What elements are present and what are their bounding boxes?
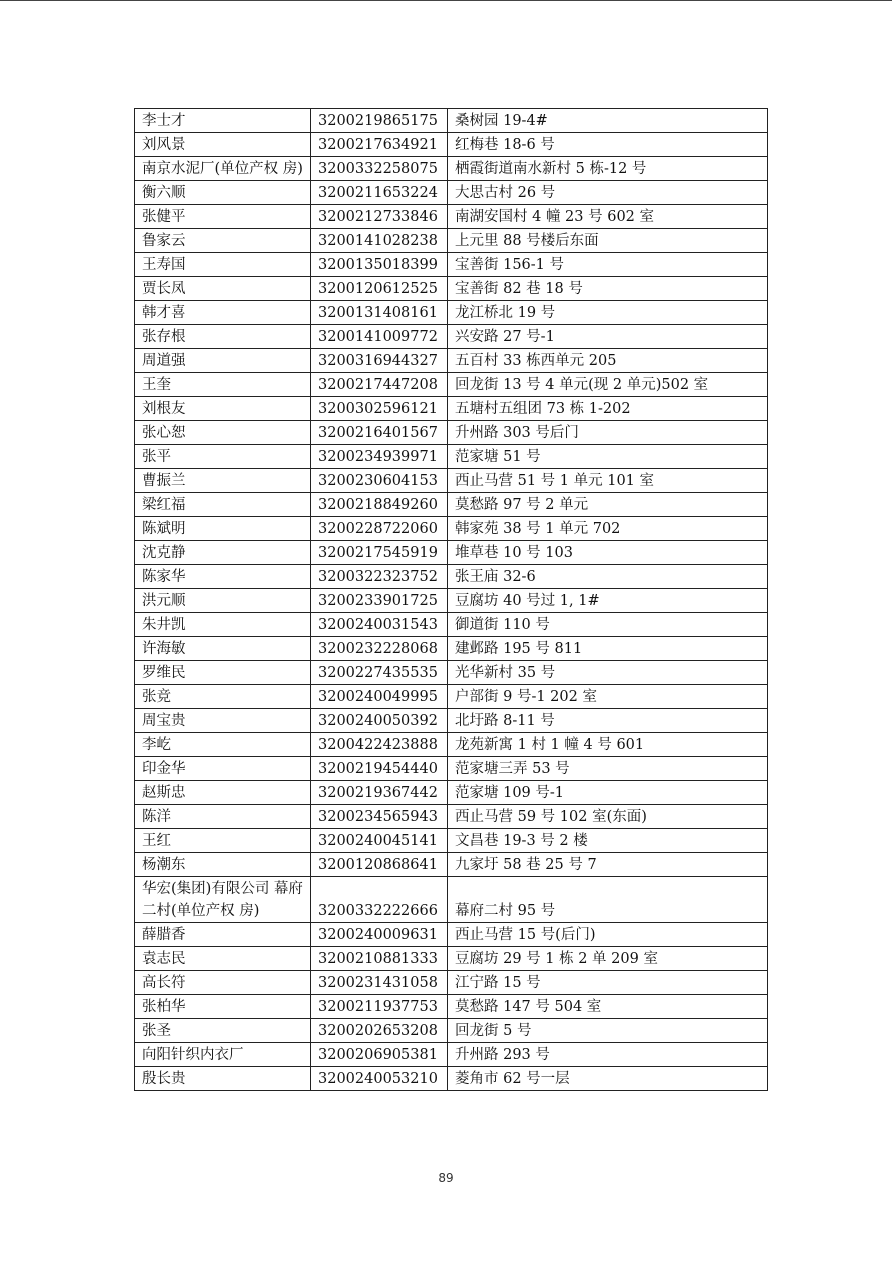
owner-name-cell: 陈家华 — [135, 565, 311, 589]
owner-name-cell: 曹振兰 — [135, 469, 311, 493]
address-cell: 莫愁路 147 号 504 室 — [448, 995, 768, 1019]
record-id-cell: 3200240053210 — [311, 1067, 448, 1091]
owner-name-cell: 贾长凤 — [135, 277, 311, 301]
record-id-cell: 3200332258075 — [311, 157, 448, 181]
table-row — [135, 733, 768, 757]
owner-name-cell: 刘风景 — [135, 133, 311, 157]
table-row — [135, 971, 768, 995]
owner-name-cell: 南京水泥厂(单位产权 房) — [135, 157, 311, 181]
address-cell: 户部街 9 号-1 202 室 — [448, 685, 768, 709]
table-row — [135, 541, 768, 565]
owner-name-cell: 陈斌明 — [135, 517, 311, 541]
record-id-cell: 3200219454440 — [311, 757, 448, 781]
owner-name-cell: 薛腊香 — [135, 923, 311, 947]
table-row — [135, 277, 768, 301]
table-row — [135, 301, 768, 325]
record-id-cell: 3200422423888 — [311, 733, 448, 757]
record-id-cell: 3200141009772 — [311, 325, 448, 349]
owner-name-cell: 杨潮东 — [135, 853, 311, 877]
record-id-cell: 3200211937753 — [311, 995, 448, 1019]
address-cell: 龙苑新寓 1 村 1 幢 4 号 601 — [448, 733, 768, 757]
owner-name-cell: 沈克静 — [135, 541, 311, 565]
address-cell: 幕府二村 95 号 — [448, 877, 768, 923]
address-cell: 范家塘 109 号-1 — [448, 781, 768, 805]
record-id-cell: 3200219367442 — [311, 781, 448, 805]
record-id-cell: 3200240049995 — [311, 685, 448, 709]
table-row — [135, 565, 768, 589]
address-cell: 升州路 303 号后门 — [448, 421, 768, 445]
address-cell: 宝善街 82 巷 18 号 — [448, 277, 768, 301]
record-id-cell: 3200234939971 — [311, 445, 448, 469]
table-row — [135, 325, 768, 349]
table-row — [135, 661, 768, 685]
table-row — [135, 1043, 768, 1067]
table-row — [135, 445, 768, 469]
address-cell: 回龙街 5 号 — [448, 1019, 768, 1043]
owner-name-cell: 许海敏 — [135, 637, 311, 661]
table-row — [135, 397, 768, 421]
table-row — [135, 995, 768, 1019]
record-id-cell: 3200202653208 — [311, 1019, 448, 1043]
table-row — [135, 829, 768, 853]
record-id-cell: 3200141028238 — [311, 229, 448, 253]
owner-name-cell: 华宏(集团)有限公司 幕府二村(单位产权 房) — [135, 877, 311, 923]
record-id-cell: 3200231431058 — [311, 971, 448, 995]
table-row — [135, 709, 768, 733]
record-id-cell: 3200217447208 — [311, 373, 448, 397]
record-id-cell: 3200232228068 — [311, 637, 448, 661]
address-cell: 五百村 33 栋西单元 205 — [448, 349, 768, 373]
address-cell: 栖霞街道南水新村 5 栋-12 号 — [448, 157, 768, 181]
table-row — [135, 469, 768, 493]
address-cell: 范家塘 51 号 — [448, 445, 768, 469]
owner-name-cell: 高长符 — [135, 971, 311, 995]
owner-name-cell: 李士才 — [135, 109, 311, 133]
address-cell: 九家圩 58 巷 25 号 7 — [448, 853, 768, 877]
table-row — [135, 229, 768, 253]
owner-name-cell: 罗维民 — [135, 661, 311, 685]
address-cell: 韩家苑 38 号 1 单元 702 — [448, 517, 768, 541]
record-id-cell: 3200135018399 — [311, 253, 448, 277]
owner-name-cell: 殷长贵 — [135, 1067, 311, 1091]
table-row — [135, 947, 768, 971]
address-cell: 宝善街 156-1 号 — [448, 253, 768, 277]
address-cell: 张王庙 32-6 — [448, 565, 768, 589]
owner-name-cell: 张存根 — [135, 325, 311, 349]
table-row — [135, 1067, 768, 1091]
owner-name-cell: 鲁家云 — [135, 229, 311, 253]
record-id-cell: 3200230604153 — [311, 469, 448, 493]
table-row — [135, 877, 768, 923]
owner-name-cell: 韩才喜 — [135, 301, 311, 325]
address-cell: 西止马营 51 号 1 单元 101 室 — [448, 469, 768, 493]
record-id-cell: 3200316944327 — [311, 349, 448, 373]
address-cell: 西止马营 59 号 102 室(东面) — [448, 805, 768, 829]
owner-name-cell: 张圣 — [135, 1019, 311, 1043]
address-cell: 兴安路 27 号-1 — [448, 325, 768, 349]
record-id-cell: 3200240009631 — [311, 923, 448, 947]
address-cell: 莫愁路 97 号 2 单元 — [448, 493, 768, 517]
address-cell: 西止马营 15 号(后门) — [448, 923, 768, 947]
address-cell: 上元里 88 号楼后东面 — [448, 229, 768, 253]
address-cell: 建邺路 195 号 811 — [448, 637, 768, 661]
record-id-cell: 3200210881333 — [311, 947, 448, 971]
address-cell: 御道街 110 号 — [448, 613, 768, 637]
owner-name-cell: 王奎 — [135, 373, 311, 397]
owner-name-cell: 向阳针织内衣厂 — [135, 1043, 311, 1067]
record-id-cell: 3200211653224 — [311, 181, 448, 205]
record-id-cell: 3200227435535 — [311, 661, 448, 685]
address-cell: 龙江桥北 19 号 — [448, 301, 768, 325]
address-cell: 五塘村五组团 73 栋 1-202 — [448, 397, 768, 421]
record-id-cell: 3200240050392 — [311, 709, 448, 733]
address-cell: 桑树园 19-4# — [448, 109, 768, 133]
address-cell: 回龙街 13 号 4 单元(现 2 单元)502 室 — [448, 373, 768, 397]
table-row — [135, 589, 768, 613]
owner-name-cell: 印金华 — [135, 757, 311, 781]
owner-name-cell: 洪元顺 — [135, 589, 311, 613]
address-cell: 堆草巷 10 号 103 — [448, 541, 768, 565]
table-row — [135, 349, 768, 373]
page-number: 89 — [438, 1171, 454, 1185]
record-id-cell: 3200216401567 — [311, 421, 448, 445]
record-id-cell: 3200332222666 — [311, 877, 448, 923]
table-row — [135, 1019, 768, 1043]
table-row — [135, 637, 768, 661]
table-row — [135, 253, 768, 277]
record-id-cell: 3200131408161 — [311, 301, 448, 325]
address-cell: 文昌巷 19-3 号 2 楼 — [448, 829, 768, 853]
records-table-body — [135, 109, 768, 1091]
owner-name-cell: 衡六顺 — [135, 181, 311, 205]
table-row — [135, 133, 768, 157]
table-row — [135, 805, 768, 829]
record-id-cell: 3200120868641 — [311, 853, 448, 877]
record-id-cell: 3200234565943 — [311, 805, 448, 829]
table-row — [135, 853, 768, 877]
address-cell: 范家塘三弄 53 号 — [448, 757, 768, 781]
owner-name-cell: 张平 — [135, 445, 311, 469]
record-id-cell: 3200233901725 — [311, 589, 448, 613]
owner-name-cell: 王寿国 — [135, 253, 311, 277]
table-row — [135, 181, 768, 205]
table-row — [135, 685, 768, 709]
owner-name-cell: 张柏华 — [135, 995, 311, 1019]
address-cell: 菱角市 62 号一层 — [448, 1067, 768, 1091]
table-row — [135, 373, 768, 397]
table-row — [135, 205, 768, 229]
address-cell: 豆腐坊 29 号 1 栋 2 单 209 室 — [448, 947, 768, 971]
record-id-cell: 3200240031543 — [311, 613, 448, 637]
owner-name-cell: 赵斯忠 — [135, 781, 311, 805]
table-row — [135, 157, 768, 181]
owner-name-cell: 王红 — [135, 829, 311, 853]
record-id-cell: 3200240045141 — [311, 829, 448, 853]
table-row — [135, 493, 768, 517]
address-cell: 红梅巷 18-6 号 — [448, 133, 768, 157]
owner-name-cell: 袁志民 — [135, 947, 311, 971]
owner-name-cell: 张竞 — [135, 685, 311, 709]
table-row — [135, 781, 768, 805]
address-cell: 北圩路 8-11 号 — [448, 709, 768, 733]
record-id-cell: 3200228722060 — [311, 517, 448, 541]
address-cell: 南湖安国村 4 幢 23 号 602 室 — [448, 205, 768, 229]
table-row — [135, 421, 768, 445]
records-table — [134, 108, 768, 1091]
owner-name-cell: 梁红福 — [135, 493, 311, 517]
table-row — [135, 757, 768, 781]
address-cell: 豆腐坊 40 号过 1, 1# — [448, 589, 768, 613]
owner-name-cell: 张健平 — [135, 205, 311, 229]
page-top-rule — [0, 0, 892, 1]
table-row — [135, 109, 768, 133]
address-cell: 江宁路 15 号 — [448, 971, 768, 995]
owner-name-cell: 刘根友 — [135, 397, 311, 421]
record-id-cell: 3200212733846 — [311, 205, 448, 229]
address-cell: 光华新村 35 号 — [448, 661, 768, 685]
record-id-cell: 3200217634921 — [311, 133, 448, 157]
table-row — [135, 923, 768, 947]
table-row — [135, 517, 768, 541]
record-id-cell: 3200206905381 — [311, 1043, 448, 1067]
record-id-cell: 3200322323752 — [311, 565, 448, 589]
address-cell: 大思古村 26 号 — [448, 181, 768, 205]
owner-name-cell: 张心恕 — [135, 421, 311, 445]
owner-name-cell: 朱井凯 — [135, 613, 311, 637]
owner-name-cell: 李屹 — [135, 733, 311, 757]
owner-name-cell: 周道强 — [135, 349, 311, 373]
record-id-cell: 3200217545919 — [311, 541, 448, 565]
table-row — [135, 613, 768, 637]
record-id-cell: 3200219865175 — [311, 109, 448, 133]
address-cell: 升州路 293 号 — [448, 1043, 768, 1067]
record-id-cell: 3200218849260 — [311, 493, 448, 517]
owner-name-cell: 陈洋 — [135, 805, 311, 829]
record-id-cell: 3200302596121 — [311, 397, 448, 421]
owner-name-cell: 周宝贵 — [135, 709, 311, 733]
record-id-cell: 3200120612525 — [311, 277, 448, 301]
